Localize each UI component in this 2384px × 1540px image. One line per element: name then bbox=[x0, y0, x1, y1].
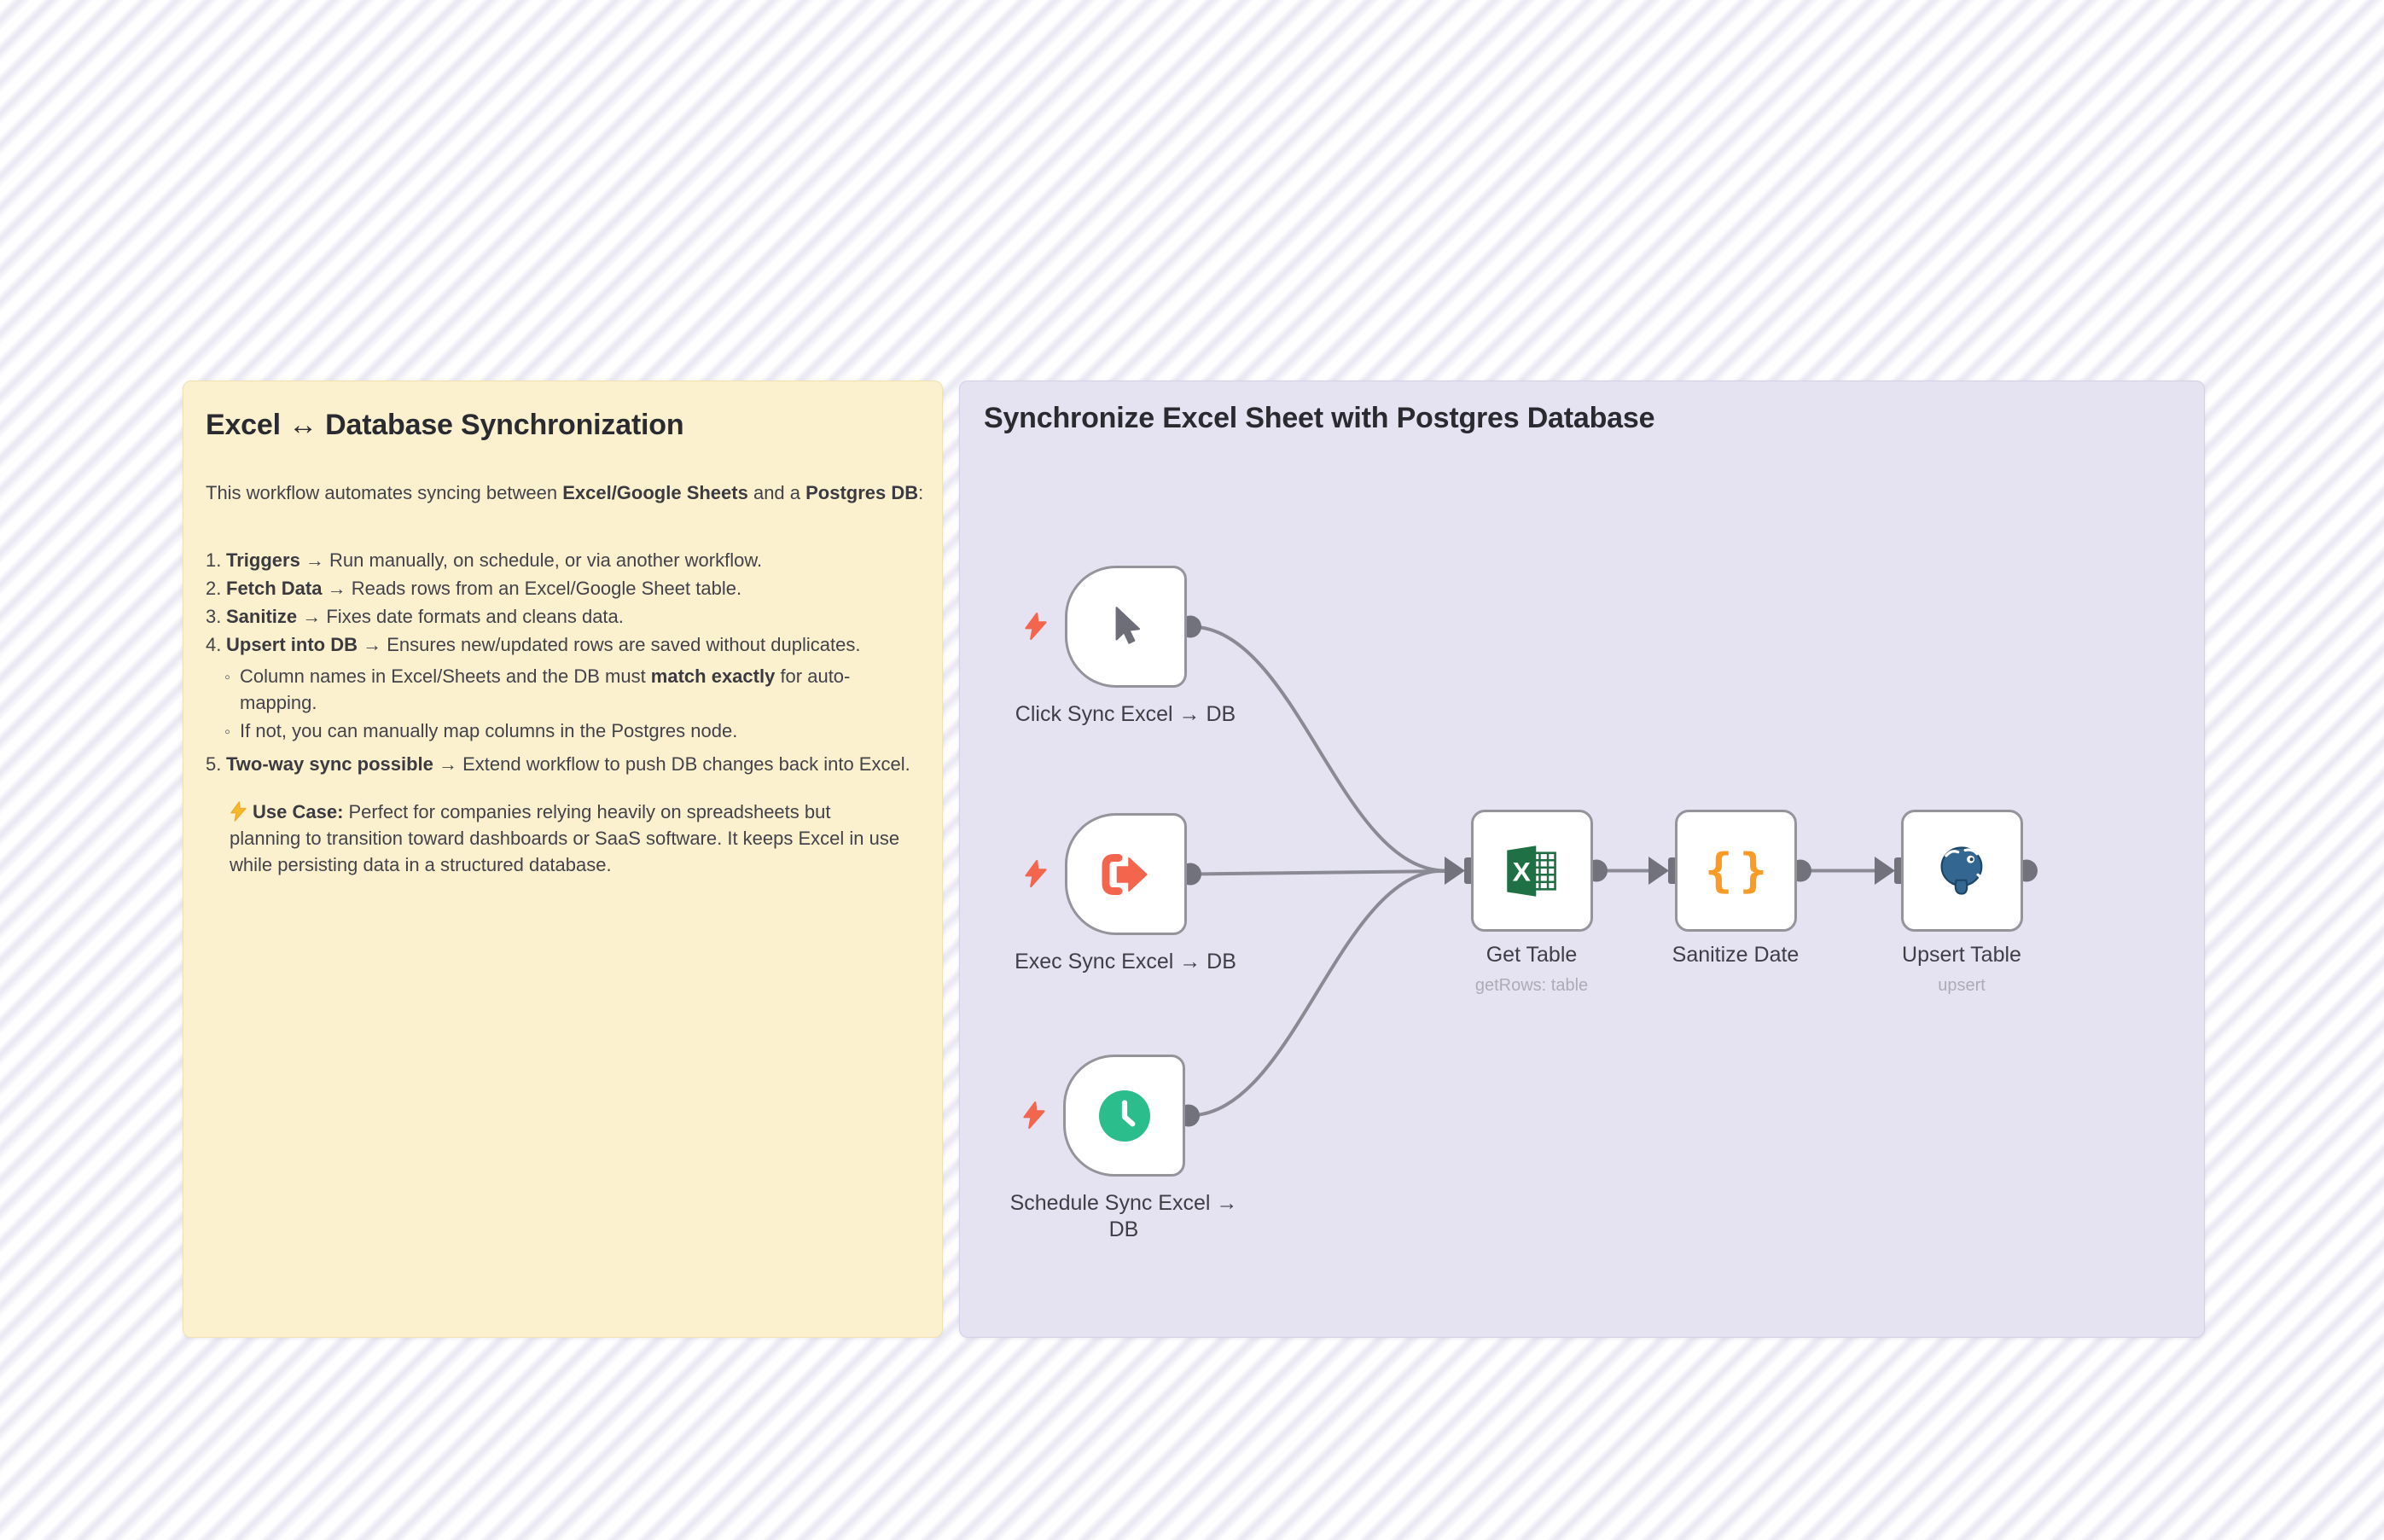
use-case-paragraph: Use Case: Perfect for companies relying heavily on spreadsheets but planning to transition toward dashboards or SaaS software. It keeps Excel in use while persisting data in a structured database. bbox=[230, 801, 900, 875]
clock-icon bbox=[1099, 1090, 1150, 1142]
node-subtitle-upsert-table: upsert bbox=[1938, 976, 1986, 995]
circle-bullet-icon bbox=[224, 663, 240, 716]
braces-icon: {} bbox=[1704, 844, 1775, 898]
connection-click-to-gettable bbox=[1190, 627, 1445, 871]
list-item: 1. Triggers → Run manually, on schedule, or via another workflow. bbox=[206, 549, 763, 571]
sticky-note-workflow[interactable] bbox=[959, 381, 2205, 1338]
postgres-icon bbox=[1933, 842, 1992, 900]
doc-intro: This workflow automates syncing between Excel/Google Sheets and a Postgres DB: bbox=[206, 482, 924, 503]
list-item: ◦ If not, you can manually map columns in the Postgres node. bbox=[224, 718, 883, 746]
list-item: 4. Upsert into DB → Ensures new/updated rows are saved without duplicates. bbox=[206, 634, 861, 655]
lightning-bolt-icon bbox=[230, 801, 247, 822]
list-item: 3. Sanitize → Fixes date formats and cleans data. bbox=[206, 606, 624, 627]
node-label-schedule-sync: Schedule Sync Excel → DB bbox=[1009, 1191, 1238, 1241]
node-label-upsert-table: Upsert Table bbox=[1902, 943, 2021, 967]
flow-note-title: Synchronize Excel Sheet with Postgres Database bbox=[984, 402, 1655, 434]
node-label-click-sync: Click Sync Excel → DB bbox=[1015, 702, 1236, 726]
sticky-note-documentation[interactable] bbox=[183, 381, 943, 1338]
connection-exec-to-gettable bbox=[1190, 871, 1445, 875]
node-subtitle-get-table: getRows: table bbox=[1474, 976, 1589, 995]
node-excel-get-table[interactable] bbox=[1471, 810, 1593, 932]
svg-text:X: X bbox=[1512, 856, 1531, 887]
node-execute-workflow-trigger[interactable] bbox=[1065, 813, 1187, 935]
node-label-get-table: Get Table bbox=[1486, 943, 1578, 967]
arrowhead-icon bbox=[1648, 857, 1669, 885]
connection-schedule-to-gettable bbox=[1189, 871, 1444, 1116]
doc-steps-list bbox=[206, 546, 916, 778]
list-item: 2. Fetch Data → Reads rows from an Excel/Google Sheet table. bbox=[206, 578, 742, 599]
excel-icon bbox=[1503, 842, 1561, 900]
trigger-bolt-icon bbox=[1022, 1101, 1046, 1129]
trigger-bolt-icon bbox=[1024, 860, 1048, 887]
arrowhead-icon bbox=[1445, 857, 1465, 885]
trigger-bolt-icon bbox=[1024, 613, 1048, 640]
mouse-cursor-icon bbox=[1102, 603, 1150, 651]
doc-sub-bullets bbox=[224, 663, 883, 746]
arrowhead-icon bbox=[1875, 857, 1895, 885]
list-item: 5. Two-way sync possible → Extend workflow to push DB changes back into Excel. bbox=[206, 753, 910, 775]
doc-note-title: Excel ↔ Database Synchronization bbox=[206, 409, 684, 441]
node-schedule-trigger[interactable] bbox=[1063, 1055, 1185, 1177]
node-set-sanitize-date[interactable] bbox=[1675, 810, 1797, 932]
execute-workflow-icon bbox=[1101, 851, 1152, 898]
node-manual-trigger[interactable] bbox=[1065, 566, 1187, 688]
list-item: ◦ Column names in Excel/Sheets and the DB must match exactly for auto-mapping. bbox=[224, 663, 883, 716]
node-label-exec-sync: Exec Sync Excel → DB bbox=[1015, 950, 1236, 973]
circle-bullet-icon bbox=[224, 718, 240, 746]
node-postgres-upsert[interactable] bbox=[1901, 810, 2023, 932]
node-label-sanitize-date: Sanitize Date bbox=[1672, 943, 1800, 967]
